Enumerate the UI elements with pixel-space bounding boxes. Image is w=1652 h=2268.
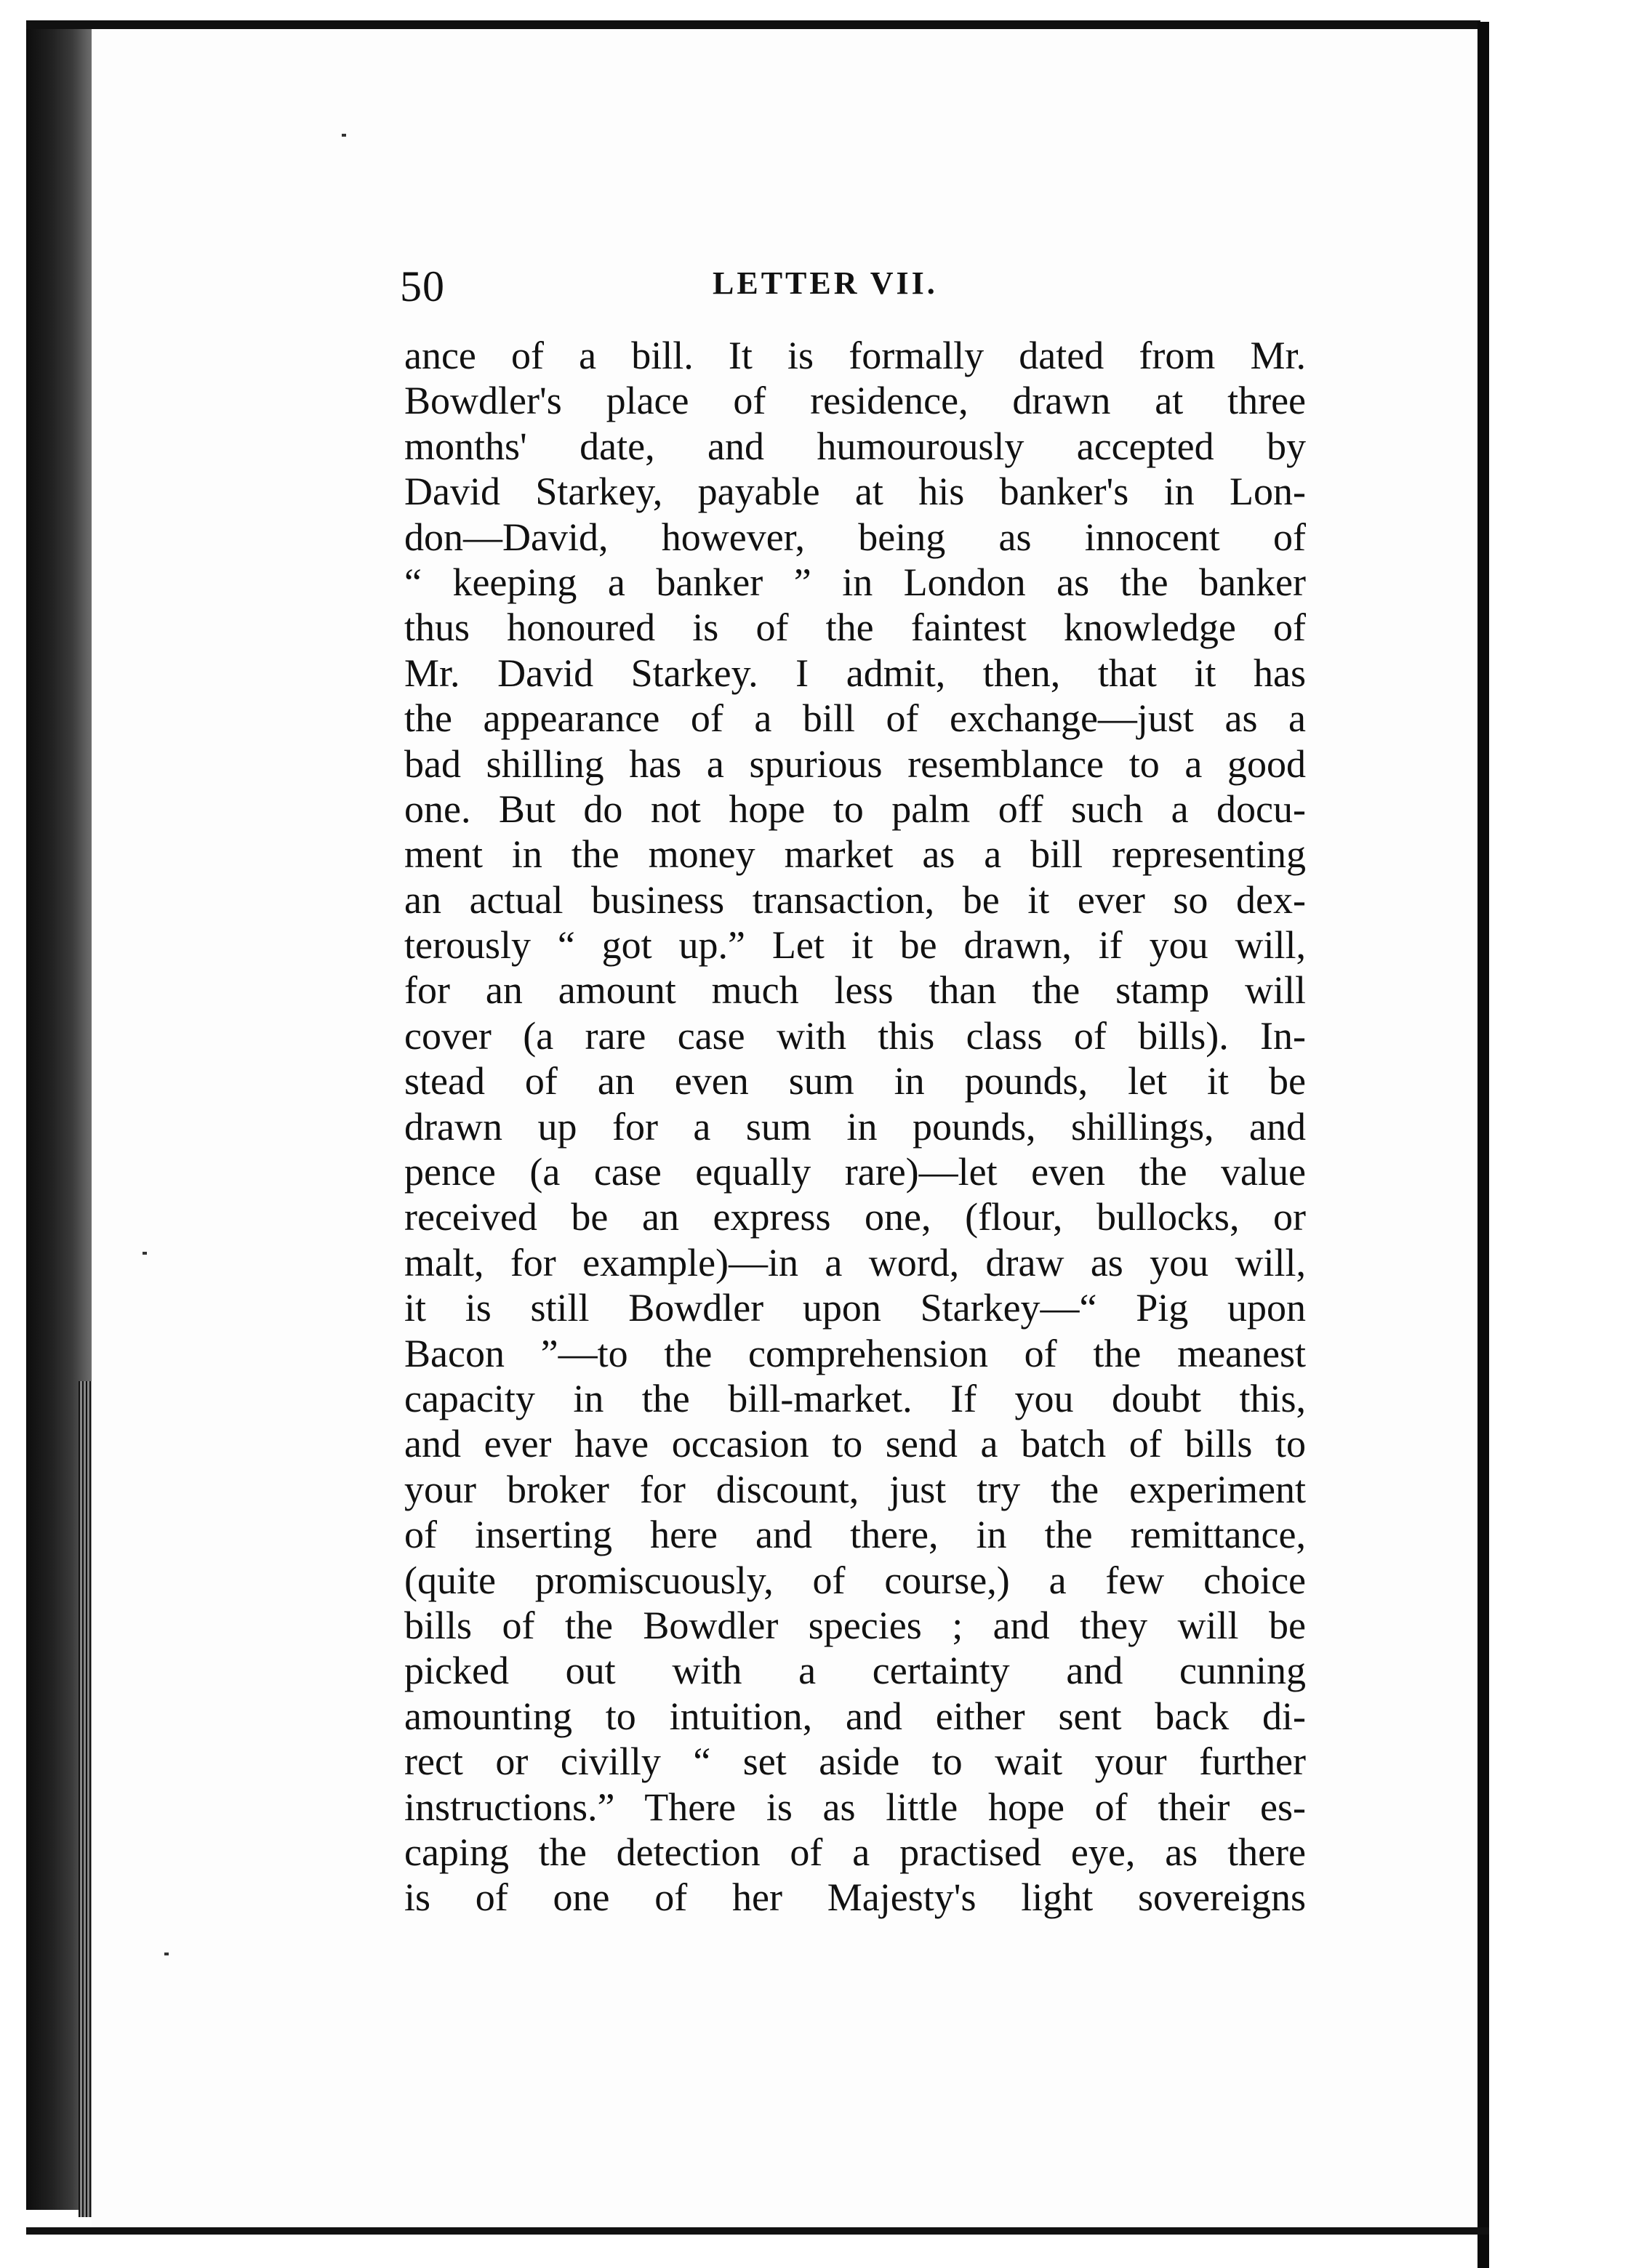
text-line: is of one of her Majesty's light sovereigns (404, 1875, 1306, 1920)
text-line: bills of the Bowdler species ; and they will be (404, 1603, 1306, 1647)
scan-speck (164, 1953, 169, 1955)
text-line: an actual business transaction, be it ever so dex- (404, 877, 1306, 922)
scan-speck (342, 134, 346, 137)
right-gutter-shadow (1477, 22, 1489, 2268)
text-line: terously “ got up.” Let it be drawn, if you will, (404, 923, 1306, 968)
text-line: of inserting here and there, in the remittance, (404, 1513, 1306, 1557)
text-line: pence (a case equally rare)—let even the value (404, 1150, 1306, 1194)
text-line: capacity in the bill-market. If you doubt this, (404, 1376, 1306, 1420)
text-line: caping the detection of a practised eye, as there (404, 1830, 1306, 1874)
text-line: received be an express one, (flour, bullocks, or (404, 1195, 1306, 1239)
scan-speck (143, 1252, 147, 1255)
text-line: rect or civilly “ set aside to wait your further (404, 1740, 1306, 1784)
text-line: David Starkey, payable at his banker's in Lon- (404, 470, 1306, 514)
text-line: cover (a rare case with this class of bills). In- (404, 1013, 1306, 1058)
page-edges (79, 1381, 93, 2217)
text-line: one. But do not hope to palm off such a docu- (404, 787, 1306, 831)
text-line: stead of an even sum in pounds, let it be (404, 1059, 1306, 1103)
text-line: your broker for discount, just try the experiment (404, 1467, 1306, 1511)
chapter-heading: LETTER VII. (713, 265, 938, 301)
text-line: (quite promiscuously, of course,) a few choice (404, 1558, 1306, 1602)
text-line: drawn up for a sum in pounds, shillings, and (404, 1104, 1306, 1149)
text-line: amounting to intuition, and either sent back di- (404, 1694, 1306, 1738)
text-line: Bowdler's place of residence, drawn at three (404, 379, 1306, 423)
text-line: picked out with a certainty and cunning (404, 1649, 1306, 1693)
page-number: 50 (400, 262, 445, 310)
text-line: ance of a bill. It is formally dated from Mr. (404, 334, 1306, 377)
text-line: “ keeping a banker ” in London as the banker (404, 560, 1306, 604)
text-line: bad shilling has a spurious resemblance to a good (404, 741, 1306, 786)
text-line: and ever have occasion to send a batch of bills to (404, 1422, 1306, 1466)
top-border (26, 20, 1480, 29)
text-line: the appearance of a bill of exchange—just as a (404, 696, 1306, 741)
text-line: don—David, however, being as innocent of (404, 515, 1306, 559)
running-head (400, 262, 1302, 320)
text-line: Mr. David Starkey. I admit, then, that it has (404, 651, 1306, 695)
text-line: ment in the money market as a bill representing (404, 832, 1306, 877)
text-line: Bacon ”—to the comprehension of the meanest (404, 1331, 1306, 1375)
facing-page-edge (1489, 22, 1652, 2268)
body-text (404, 333, 1306, 1921)
text-line: thus honoured is of the faintest knowledge of (404, 606, 1306, 650)
text-line: for an amount much less than the stamp will (404, 968, 1306, 1013)
text-line: it is still Bowdler upon Starkey—“ Pig upon (404, 1286, 1306, 1330)
text-line: malt, for example)—in a word, draw as you will, (404, 1240, 1306, 1284)
text-line: instructions.” There is as little hope of their es- (404, 1785, 1306, 1829)
bottom-border (26, 2227, 1489, 2235)
text-line: months' date, and humourously accepted by (404, 424, 1306, 468)
